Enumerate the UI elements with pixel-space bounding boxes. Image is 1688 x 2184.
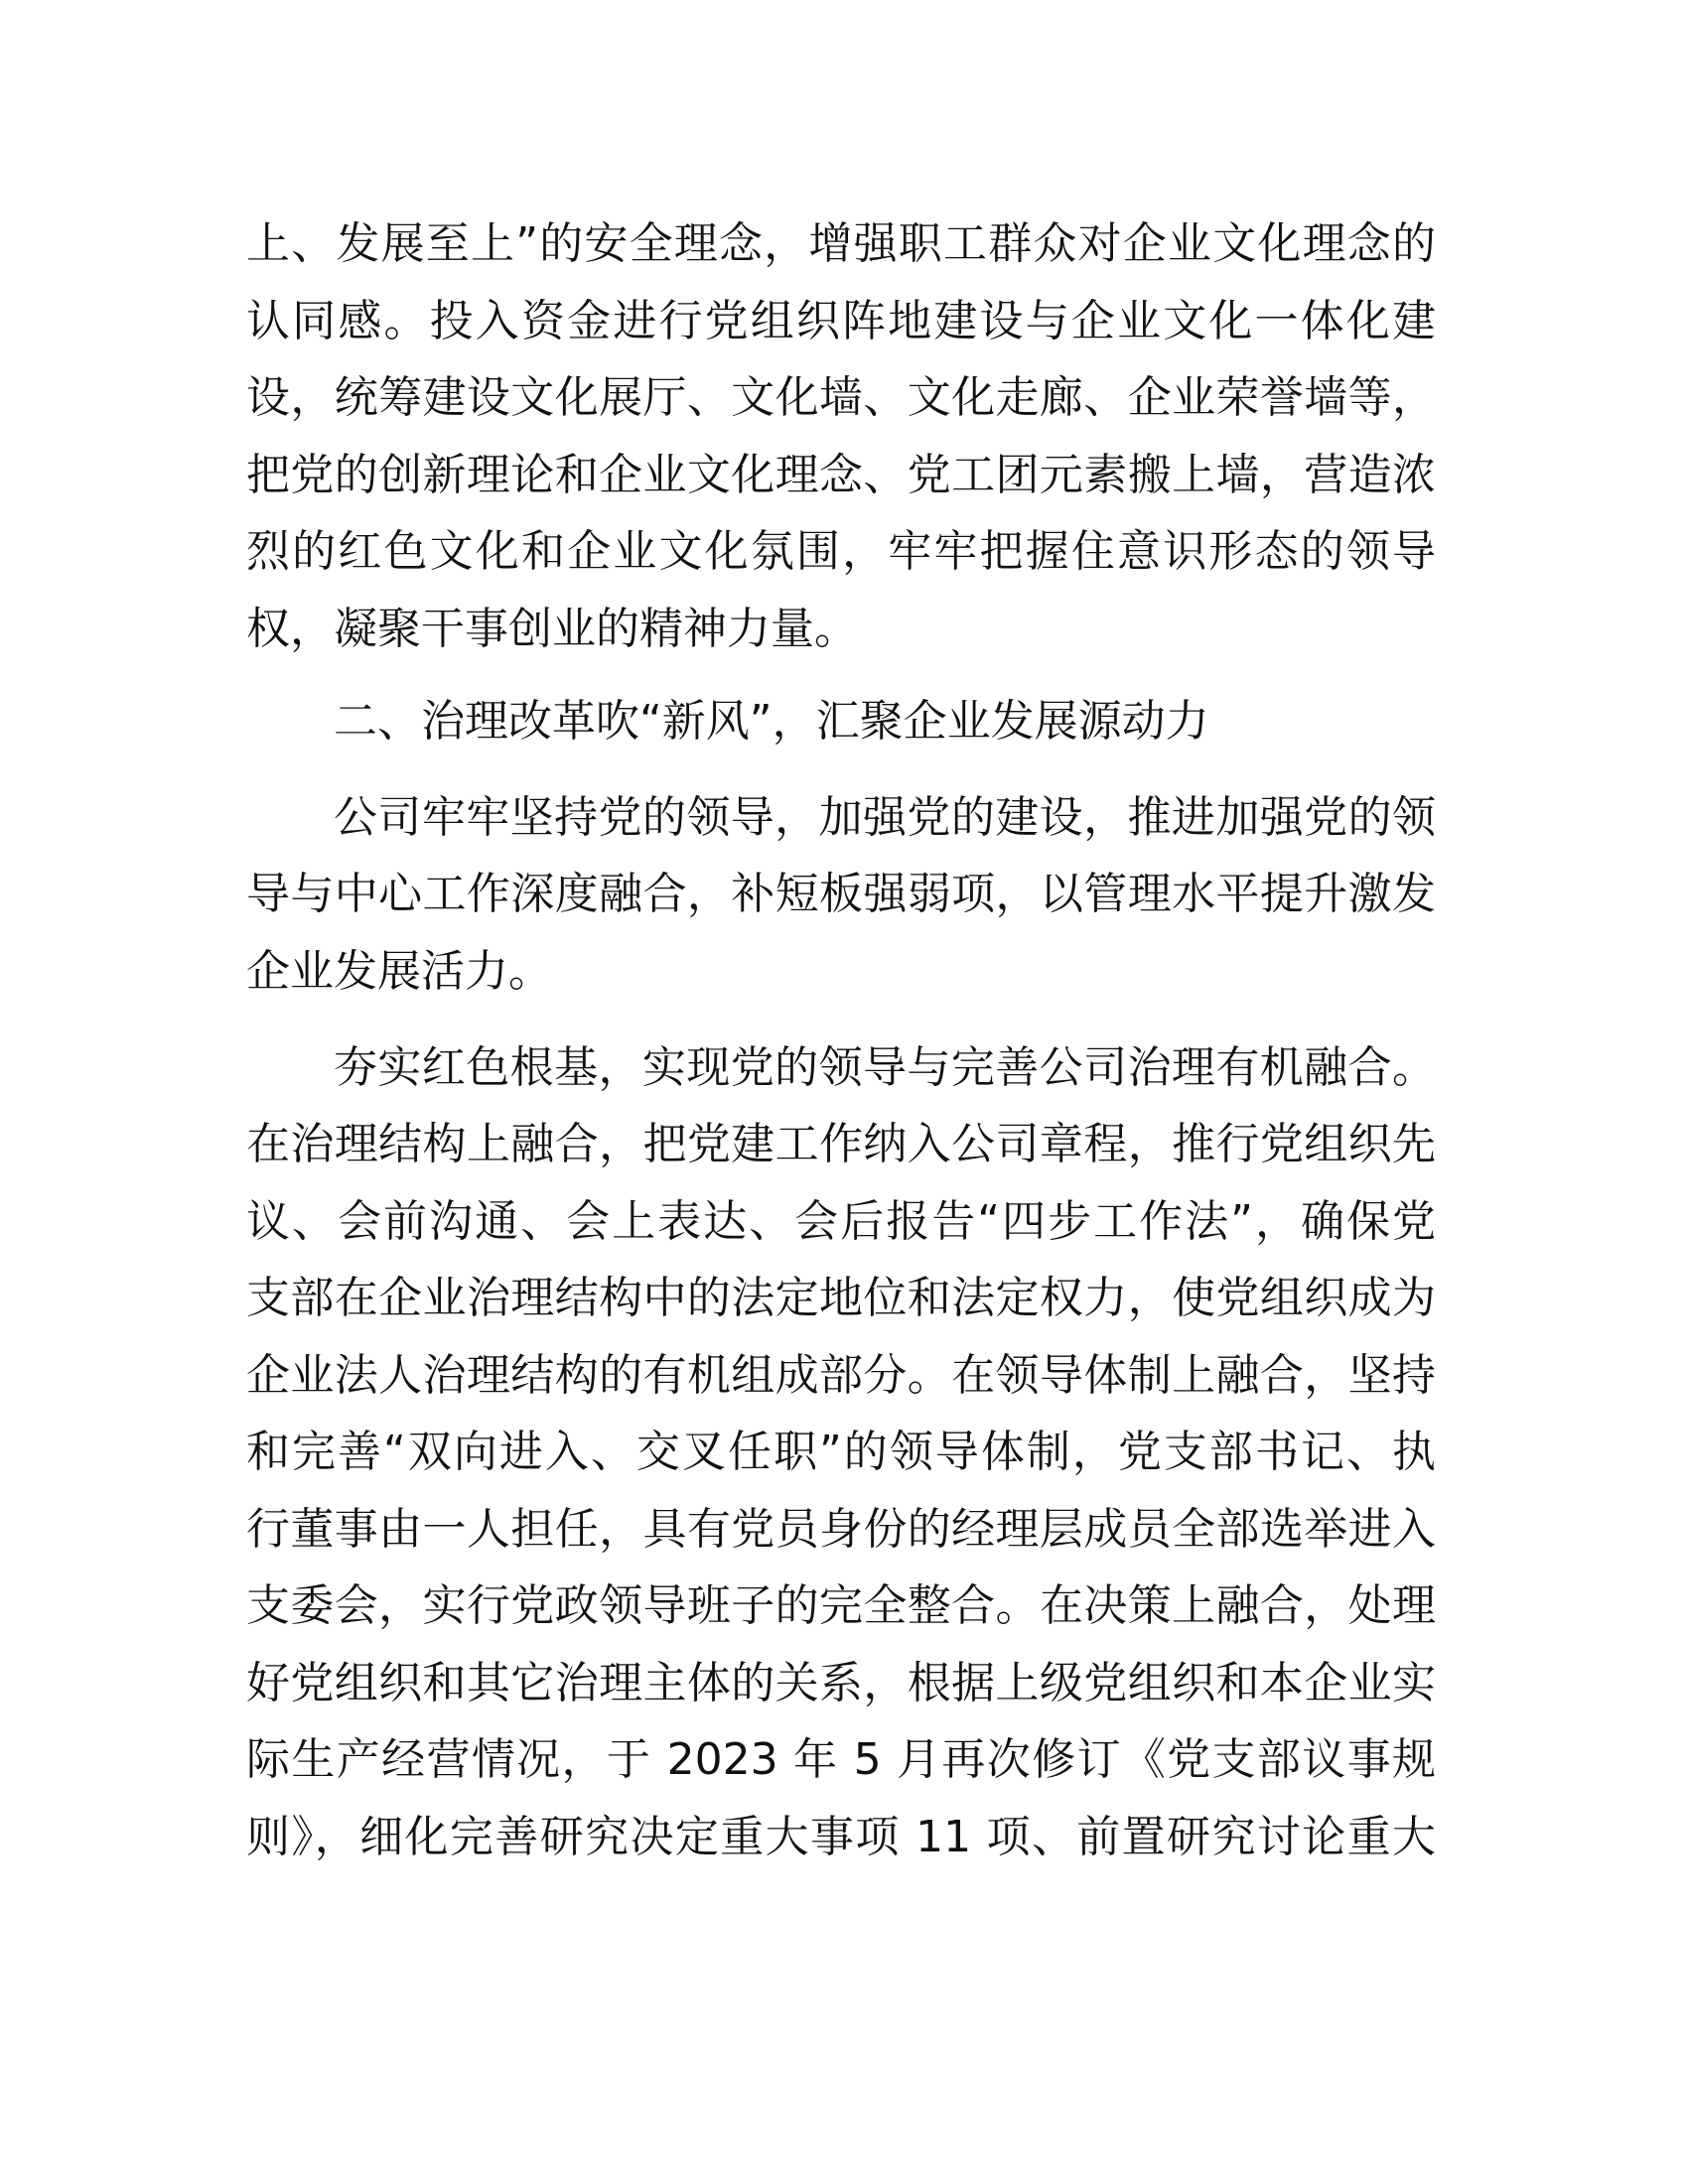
paragraph-culture-continued <box>246 205 1436 667</box>
text-line: 好党组织和其它治理主体的关系，根据上级党组织和本企业实 <box>246 1657 1436 1708</box>
text-line: 权，凝聚干事创业的精神力量。 <box>246 603 858 654</box>
text-line: 公司牢牢坚持党的领导，加强党的建设，推进加强党的领 <box>334 791 1436 843</box>
text-line: 导与中心工作深度融合，补短板强弱项，以管理水平提升激发 <box>246 869 1436 919</box>
text-line: 议、会前沟通、会上表达、会后报告“四步工作法”，确保党 <box>246 1195 1436 1247</box>
text-line: 行董事由一人担任，具有党员身份的经理层成员全部选举进入 <box>246 1503 1436 1555</box>
text-line: 设，统筹建设文化展厅、文化墙、文化走廊、企业荣誉墙等， <box>246 372 1436 423</box>
paragraph-red-foundation <box>246 1029 1436 1876</box>
document-body <box>246 205 1436 1875</box>
paragraph-governance-intro <box>246 779 1436 1011</box>
text-line: 则》，细化完善研究决定重大事项 11 项、前置研究讨论重大 <box>246 1811 1436 1862</box>
text-line: 企业发展活力。 <box>246 945 552 997</box>
text-line: 支委会，实行党政领导班子的完全整合。在决策上融合，处理 <box>246 1580 1436 1631</box>
text-line: 烈的红色文化和企业文化氛围，牢牢把握住意识形态的领导 <box>246 526 1436 577</box>
section-heading <box>246 683 1436 760</box>
text-line: 在治理结构上融合，把党建工作纳入公司章程，推行党组织先 <box>246 1119 1436 1169</box>
text-line: 认同感。投入资金进行党组织阵地建设与企业文化一体化建 <box>246 295 1436 346</box>
text-line: 支部在企业治理结构中的法定地位和法定权力，使党组织成为 <box>246 1273 1436 1323</box>
text-line: 际生产经营情况，于 2023 年 5 月再次修订《党支部议事规 <box>246 1734 1436 1785</box>
text-line: 把党的创新理论和企业文化理念、党工团元素搬上墙，营造浓 <box>246 449 1436 500</box>
text-line: 夯实红色根基，实现党的领导与完善公司治理有机融合。 <box>334 1041 1436 1093</box>
section-heading-text: 二、治理改革吹“新风”，汇聚企业发展源动力 <box>334 695 1209 747</box>
text-line: 企业法人治理结构的有机组成部分。在领导体制上融合，坚持 <box>246 1349 1436 1401</box>
text-line: 上、发展至上”的安全理念，增强职工群众对企业文化理念的 <box>246 218 1436 269</box>
text-line: 和完善“双向进入、交叉任职”的领导体制，党支部书记、执 <box>246 1427 1436 1477</box>
